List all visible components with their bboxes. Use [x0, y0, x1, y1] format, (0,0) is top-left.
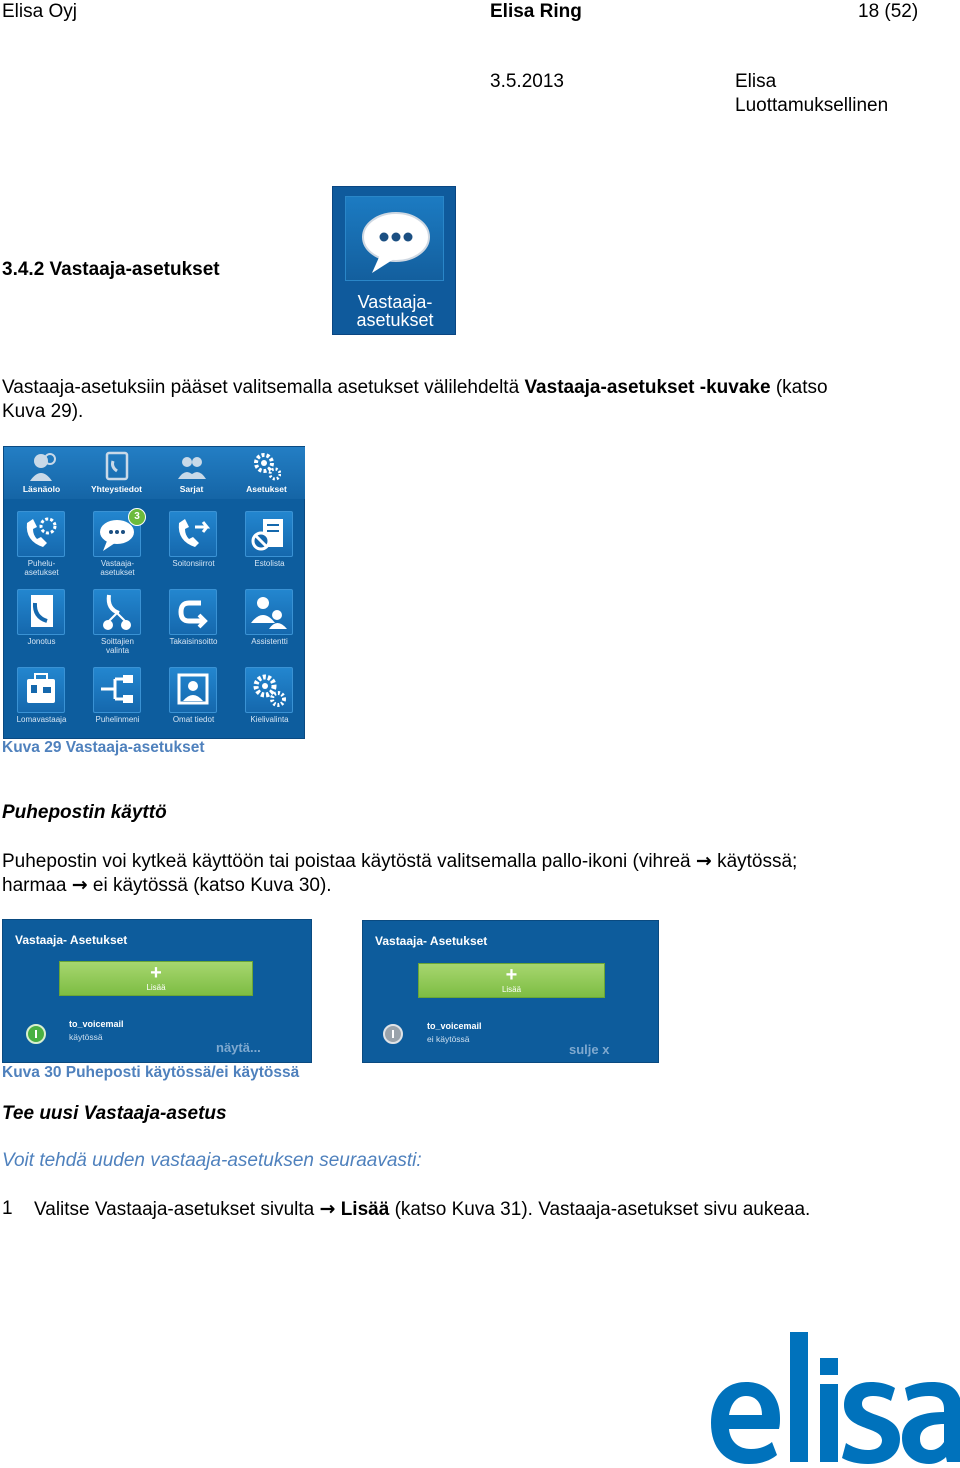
- panel-title: Vastaaja- Asetukset: [15, 933, 128, 947]
- document-date: 3.5.2013: [490, 71, 564, 92]
- voicemail-settings-panel-enabled: [2, 919, 312, 1063]
- step-text: [34, 1197, 810, 1222]
- menu-item-vastaaja-asetukset[interactable]: [80, 507, 155, 583]
- page-number: 18 (52): [858, 1, 919, 22]
- menu-item-label: Puhelinmeni: [95, 715, 140, 724]
- notification-badge: 3: [128, 508, 146, 526]
- plus-icon: +: [505, 964, 518, 986]
- tab-sarjat[interactable]: [154, 447, 229, 499]
- voicemail-settings-panel-disabled: [362, 920, 659, 1063]
- paragraph-intro: [2, 376, 828, 400]
- paragraph-intro-line2: Kuva 29).: [2, 401, 84, 422]
- group-icon: [178, 451, 206, 481]
- menu-item-soittajien-valinta[interactable]: [80, 585, 155, 661]
- assistant-icon: [245, 589, 293, 635]
- instructions-intro: Voit tehdä uuden vastaaja-asetuksen seuraavasti:: [2, 1150, 422, 1171]
- step-text-start: Valitse Vastaaja-asetukset sivulta: [34, 1199, 320, 1220]
- queue-icon: [17, 589, 65, 635]
- menu-item-label: Omat tiedot: [172, 715, 215, 724]
- rule-name: to_voicemail: [427, 1021, 482, 1031]
- arrow-icon: →: [71, 874, 88, 896]
- add-button-label: Lisää: [501, 985, 522, 994]
- status-ball-grey[interactable]: [383, 1024, 403, 1044]
- figure-caption-30: Kuva 30 Puheposti käytössä/ei käytössä: [2, 1064, 300, 1081]
- menu-item-label: Assistentti: [251, 637, 288, 646]
- para1-text-end: (katso: [770, 377, 828, 398]
- menu-item-label: Takaisinsoitto: [169, 637, 218, 646]
- tab-label: Läsnäolo: [22, 484, 61, 494]
- step-number: 1: [2, 1198, 13, 1219]
- step-text-end: (katso Kuva 31). Vastaaja-asetukset sivu aukeaa.: [389, 1199, 811, 1220]
- menu-item-label: Soitonsiirrot: [172, 559, 215, 568]
- tab-yhteystiedot[interactable]: [79, 447, 154, 499]
- tab-lasnaolo[interactable]: [4, 447, 79, 499]
- menu-item-estolista[interactable]: [232, 507, 307, 583]
- speech-bubble-icon: [358, 205, 434, 281]
- tab-bar: [4, 447, 305, 499]
- arrow-icon: →: [319, 1198, 336, 1220]
- menu-item-label: Estolista: [254, 559, 285, 568]
- paragraph-voicemail-line2: [2, 873, 332, 898]
- rule-state: ei käytössä: [427, 1034, 470, 1044]
- menu-item-kielivalinta[interactable]: [232, 663, 307, 739]
- menu-item-label: Jonotus: [27, 637, 56, 646]
- organization: Elisa: [735, 71, 777, 92]
- contact-card-icon: [169, 667, 217, 713]
- show-more-link[interactable]: näytä...: [216, 1040, 261, 1055]
- gears-icon: [245, 667, 293, 713]
- menu-item-lomavastaaja[interactable]: [4, 663, 79, 739]
- add-button-label: Lisää: [146, 983, 166, 992]
- section-heading: 3.4.2 Vastaaja-asetukset: [2, 259, 220, 280]
- paragraph-voicemail: [2, 849, 797, 874]
- address-book-icon: [103, 451, 131, 481]
- block-list-icon: [245, 511, 293, 557]
- plus-icon: +: [150, 962, 162, 984]
- gears-icon: [253, 451, 281, 481]
- panel-title: Vastaaja- Asetukset: [375, 934, 488, 948]
- add-button[interactable]: [418, 963, 605, 998]
- close-link[interactable]: sulje x: [569, 1042, 610, 1057]
- caller-selection-icon: [93, 589, 141, 635]
- tab-asetukset[interactable]: [229, 447, 304, 499]
- figure-caption-29: Kuva 29 Vastaaja-asetukset: [2, 739, 205, 756]
- menu-item-label: Puhelu- asetukset: [24, 559, 59, 577]
- menu-item-label: Vastaaja- asetukset: [100, 559, 135, 577]
- status-ball-green[interactable]: [26, 1024, 46, 1044]
- menu-item-label: Lomavastaaja: [16, 715, 67, 724]
- subheading-new-setting: Tee uusi Vastaaja-asetus: [2, 1103, 227, 1124]
- phone-menu-icon: [93, 667, 141, 713]
- para1-bold: Vastaaja-asetukset -kuvake: [524, 377, 771, 398]
- rule-name: to_voicemail: [69, 1019, 124, 1029]
- settings-menu-screenshot: [3, 446, 305, 739]
- para2-text: Puhepostin voi kytkeä käyttöön tai poistaa käytöstä valitsemalla pallo-ikoni (vihreä: [2, 851, 696, 872]
- menu-item-puhelinmeni[interactable]: [80, 663, 155, 739]
- presence-icon: [28, 451, 56, 481]
- callback-icon: [169, 589, 217, 635]
- call-forward-icon: [169, 511, 217, 557]
- menu-item-takaisinsoitto[interactable]: [156, 585, 231, 661]
- classification: Luottamuksellinen: [735, 95, 889, 116]
- menu-item-label: Kielivalinta: [250, 715, 289, 724]
- app-icon-label: Vastaaja- asetukset: [356, 292, 434, 330]
- para1-text: Vastaaja-asetuksiin pääset valitsemalla asetukset välilehdeltä: [2, 377, 525, 398]
- suitcase-icon: [17, 667, 65, 713]
- tab-label: Asetukset: [246, 484, 287, 494]
- elisa-logo: [710, 1330, 960, 1468]
- para2-text: harmaa: [2, 875, 72, 896]
- subheading-puhepostin-kaytto: Puhepostin käyttö: [2, 802, 167, 823]
- para2-text-end: käytössä;: [711, 851, 798, 872]
- arrow-icon: →: [695, 850, 712, 872]
- phone-gear-icon: [17, 511, 65, 557]
- rule-state: käytössä: [69, 1032, 103, 1042]
- menu-item-omat-tiedot[interactable]: [156, 663, 231, 739]
- menu-item-jonotus[interactable]: [4, 585, 79, 661]
- menu-item-assistentti[interactable]: [232, 585, 307, 661]
- menu-item-puheluasetukset[interactable]: [4, 507, 79, 583]
- step-bold: Lisää: [340, 1199, 390, 1220]
- document-title: Elisa Ring: [490, 1, 582, 22]
- vastaaja-asetukset-app-icon: [332, 186, 456, 335]
- company-name: Elisa Oyj: [2, 1, 77, 22]
- tab-label: Yhteystiedot: [90, 484, 142, 494]
- para2-text-end: ei käytössä (katso Kuva 30).: [87, 875, 332, 896]
- menu-item-label: Soittajien valinta: [101, 637, 134, 655]
- add-button[interactable]: [59, 961, 253, 996]
- menu-item-soitonsiirrot[interactable]: [156, 507, 231, 583]
- tab-label: Sarjat: [179, 484, 204, 494]
